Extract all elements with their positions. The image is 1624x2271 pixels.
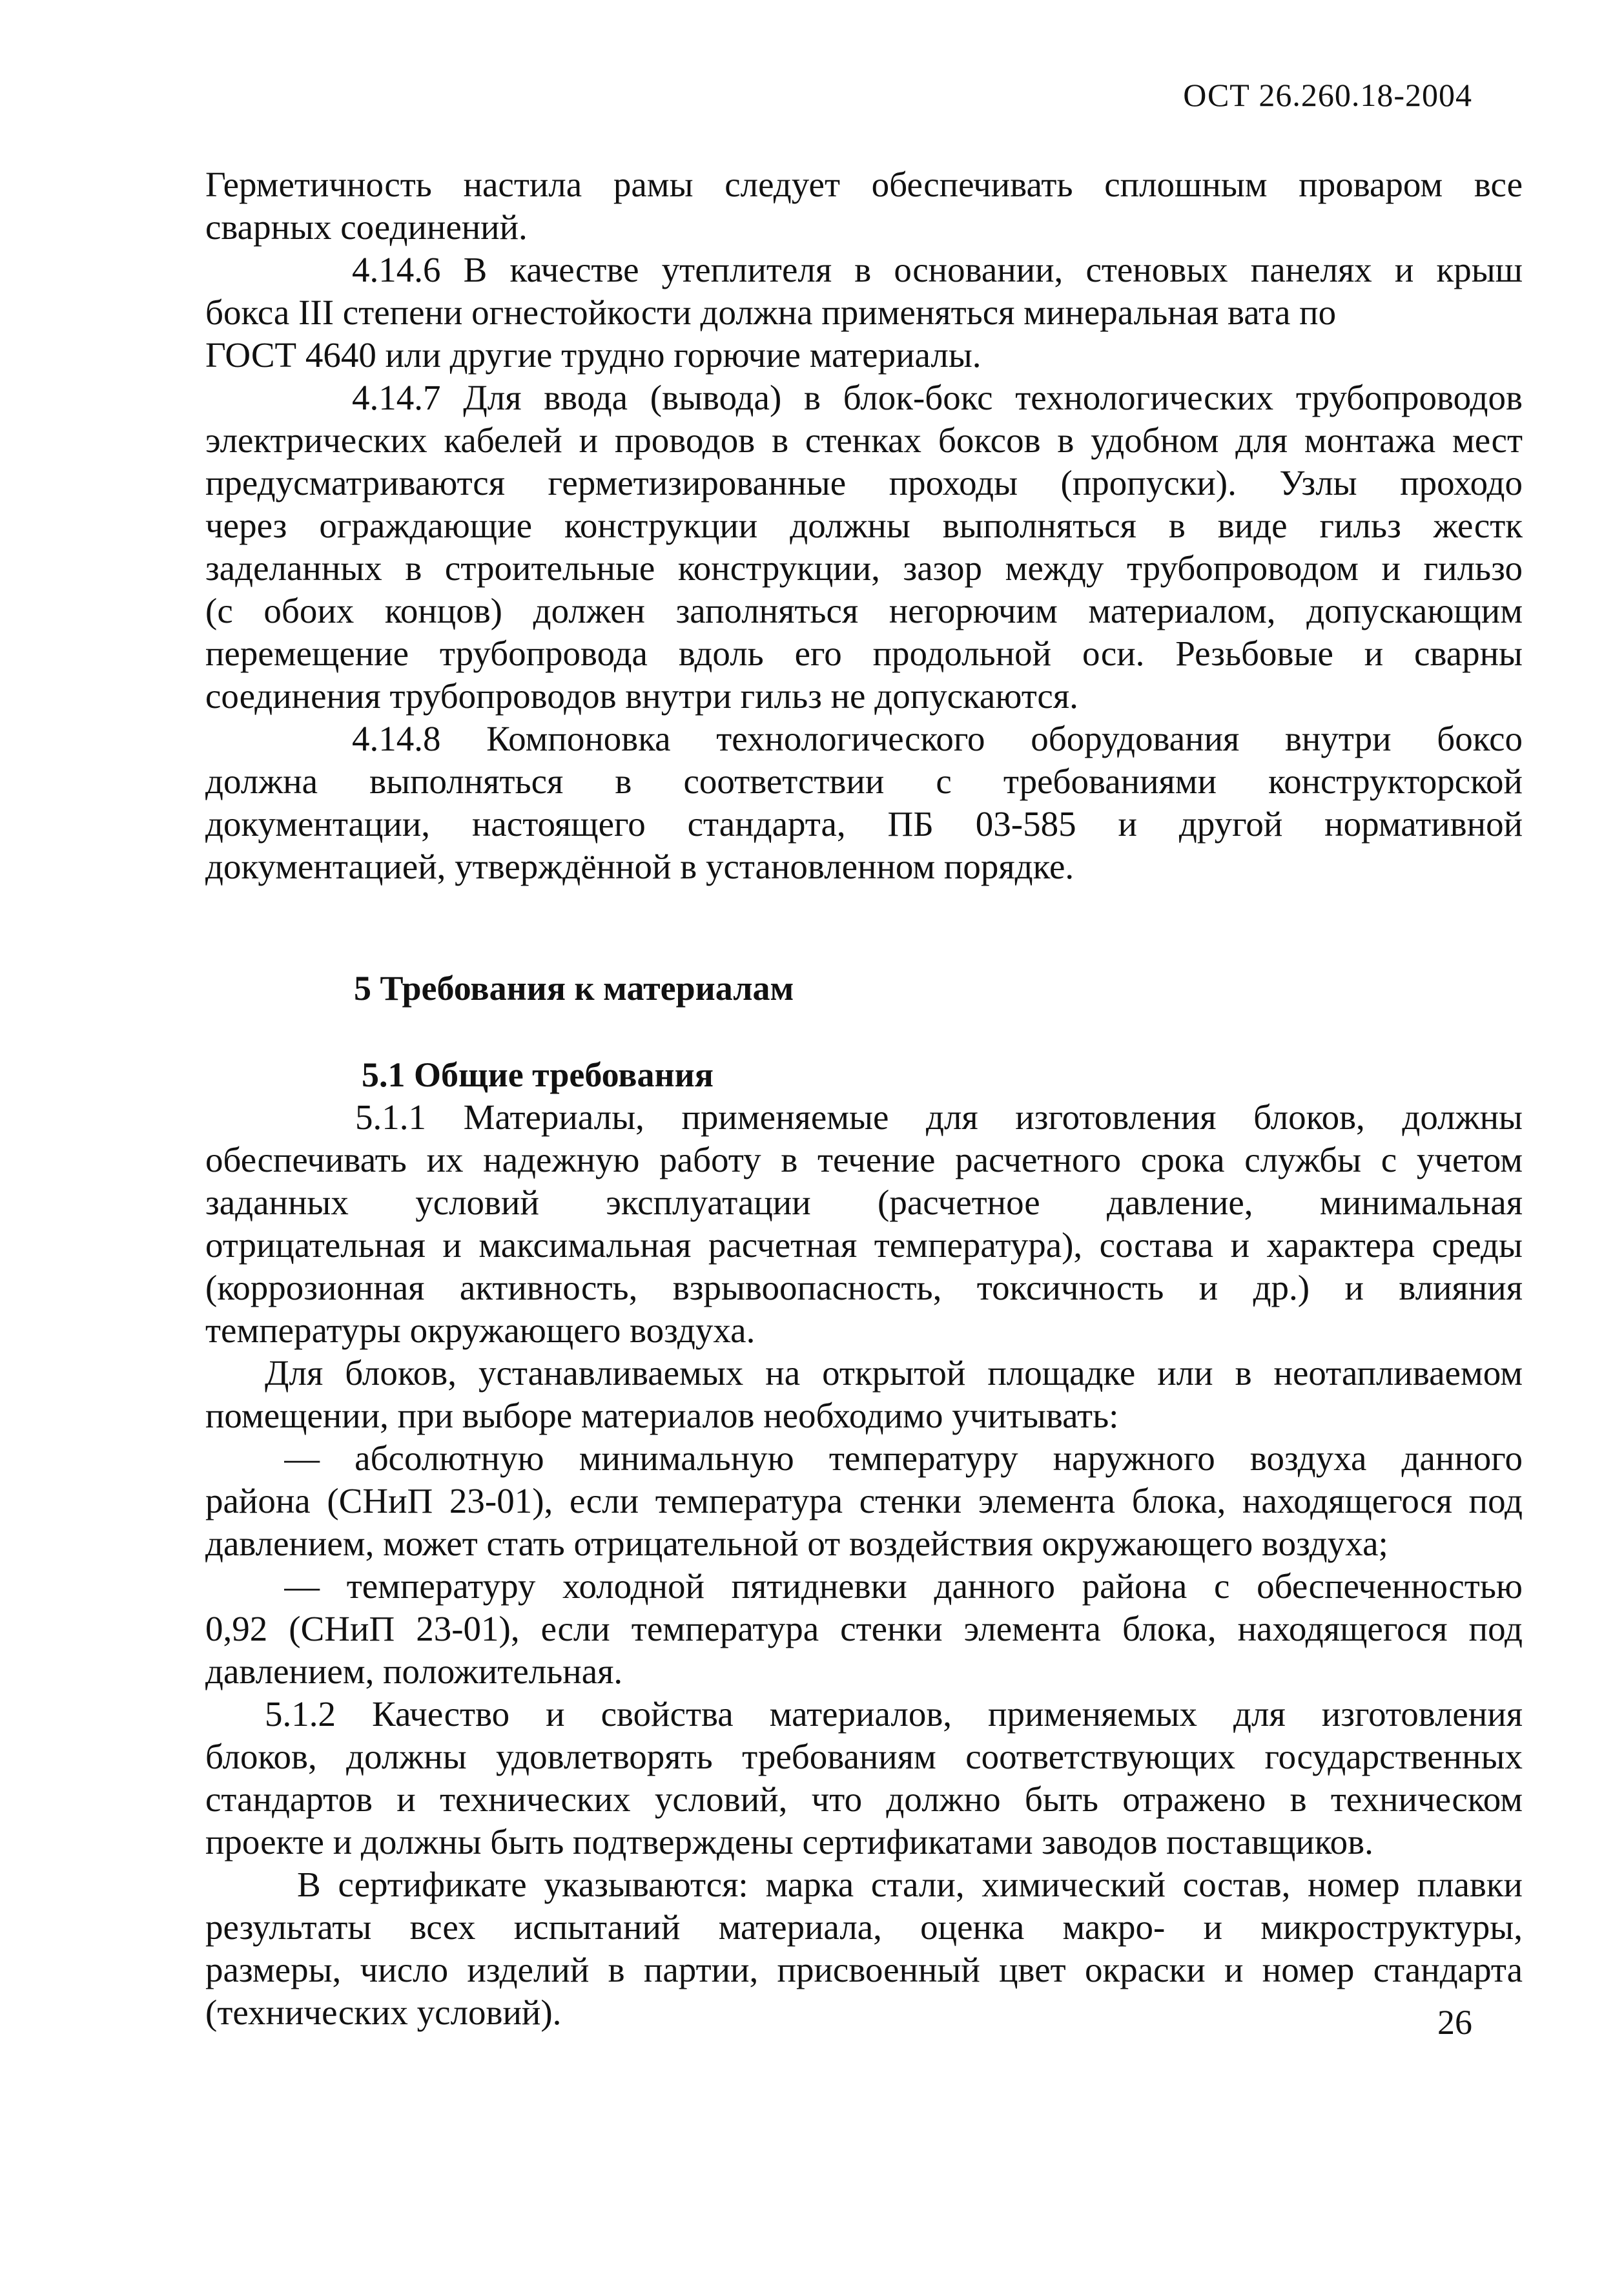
text-line: 5.1.1 Материалы, применяемые для изготовления блоков, должны	[355, 1097, 1523, 1137]
text-line: через ограждающие конструкции должны выполняться в виде гильз жестк	[205, 506, 1523, 545]
text-line: результаты всех испытаний материала, оценка макро- и микроструктуры,	[205, 1907, 1523, 1947]
text-line: проекте и должны быть подтверждены сертификатами заводов поставщиков.	[205, 1822, 1373, 1861]
page-number: 26	[1437, 2003, 1472, 2042]
text-line: Герметичность настила рамы следует обеспечивать сплошным проваром все	[205, 165, 1523, 204]
text-line: заделанных в строительные конструкции, зазор между трубопроводом и гильзо	[205, 548, 1523, 588]
text-line: размеры, число изделий в партии, присвоенный цвет окраски и номер стандарта	[205, 1950, 1523, 1989]
subsection-heading: 5.1 Общие требования	[362, 1055, 714, 1094]
text-line: ГОСТ 4640 или другие трудно горючие материалы.	[205, 335, 982, 375]
text-line: (коррозионная активность, взрывоопасность, токсичность и др.) и влияния	[205, 1268, 1523, 1307]
text-line: В сертификате указываются: марка стали, химический состав, номер плавки	[297, 1865, 1523, 1904]
text-line: Для блоков, устанавливаемых на открытой площадке или в неотапливаемом	[265, 1353, 1523, 1393]
list-item: — температуру холодной пятидневки данного района с обеспеченностью	[284, 1566, 1523, 1606]
text-line: 5.1.2 Качество и свойства материалов, применяемых для изготовления	[265, 1694, 1523, 1734]
text-line: перемещение трубопровода вдоль его продольной оси. Резьбовые и сварны	[205, 634, 1523, 673]
text-line: 4.14.8 Компоновка технологического оборудования внутри боксо	[352, 719, 1523, 758]
text-line: обеспечивать их надежную работу в течение расчетного срока службы с учетом	[205, 1140, 1523, 1179]
text-line: давлением, может стать отрицательной от воздействия окружающего воздуха;	[205, 1524, 1388, 1563]
text-line: 4.14.6 В качестве утеплителя в основании, стеновых панелях и крыш	[352, 250, 1523, 289]
text-line: документации, настоящего стандарта, ПБ 03-585 и другой нормативной	[205, 804, 1523, 844]
text-line: (технических условий).	[205, 1993, 562, 2032]
section-heading: 5 Требования к материалам	[354, 969, 794, 1008]
document-code: ОСТ 26.260.18-2004	[1183, 77, 1472, 113]
text-line: соединения трубопроводов внутри гильз не допускаются.	[205, 676, 1078, 716]
text-line: должна выполняться в соответствии с требованиями конструкторской	[205, 762, 1523, 801]
text-line: 0,92 (СНиП 23-01), если температура стенки элемента блока, находящегося под	[205, 1609, 1523, 1648]
text-line: электрических кабелей и проводов в стенках боксов в удобном для монтажа мест	[205, 420, 1523, 460]
text-line: предусматриваются герметизированные проходы (пропуски). Узлы проходо	[205, 463, 1523, 503]
text-line: давлением, положительная.	[205, 1652, 623, 1691]
text-line: стандартов и технических условий, что должно быть отражено в техническом	[205, 1779, 1523, 1819]
text-line: 4.14.7 Для ввода (вывода) в блок-бокс технологических трубопроводов	[352, 378, 1523, 417]
text-line: документацией, утверждённой в установленном порядке.	[205, 847, 1074, 886]
text-line: блоков, должны удовлетворять требованиям соответствующих государственных	[205, 1737, 1523, 1776]
text-line: (с обоих концов) должен заполняться негорючим материалом, допускающим	[205, 591, 1523, 630]
text-line: сварных соединений.	[205, 207, 528, 247]
text-line: отрицательная и максимальная расчетная температура), состава и характера среды	[205, 1225, 1523, 1265]
text-line: бокса III степени огнестойкости должна применяться минеральная вата по	[205, 293, 1337, 332]
text-line: температуры окружающего воздуха.	[205, 1311, 755, 1350]
text-line: помещении, при выборе материалов необходимо учитывать:	[205, 1396, 1119, 1435]
text-line: заданных условий эксплуатации (расчетное давление, минимальная	[205, 1183, 1523, 1222]
list-item: — абсолютную минимальную температуру наружного воздуха данного	[284, 1438, 1523, 1478]
text-line: района (СНиП 23-01), если температура стенки элемента блока, находящегося под	[205, 1481, 1523, 1520]
